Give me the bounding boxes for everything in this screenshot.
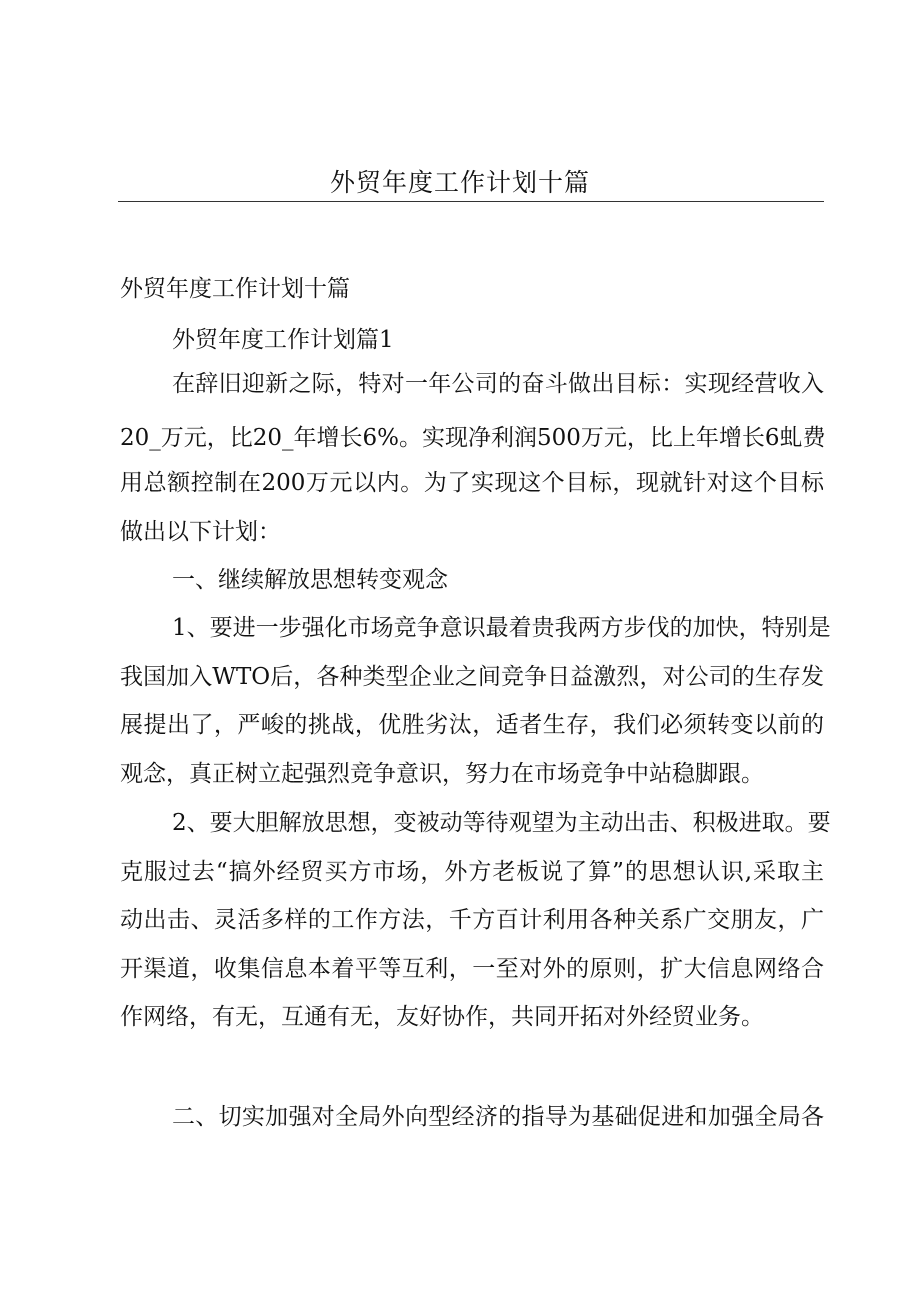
paragraph-line: 用总额控制在200万元以内。为了实现这个目标，现就针对这个目标 [120,470,824,496]
paragraph-line: 开渠道，收集信息本着平等互利，一至对外的原则，扩大信息网络合 [120,956,824,982]
section-heading-1: 一、继续解放思想转变观念 [172,567,448,593]
page-title: 外贸年度工作计划十篇 [329,168,590,197]
paragraph-line: 克服过去“搞外经贸买方市场，外方老板说了算”的思想认识,采取主 [120,859,824,885]
title-divider [118,201,824,202]
paragraph-line: 动出击、灵活多样的工作方法，千方百计利用各种关系广交朋友，广 [120,907,824,933]
paragraph-line: 观念，真正树立起强烈竞争意识，努力在市场竞争中站稳脚跟。 [120,761,764,787]
section-title: 外贸年度工作计划篇1 [172,327,394,353]
paragraph-line: 2、要大胆解放思想，变被动等待观望为主动出击、积极进取。要 [172,810,831,836]
paragraph-line: 作网络，有无，互通有无，友好协作，共同开拓对外经贸业务。 [120,1004,764,1030]
paragraph-line: 1、要进一步强化市场竞争意识最着贵我两方步伐的加快，特别是 [172,615,831,641]
paragraph-line: 做出以下计划： [120,519,281,545]
paragraph-line: 我国加入WTO后，各种类型企业之间竞争日益激烈，对公司的生存发 [120,664,824,690]
document-subtitle: 外贸年度工作计划十篇 [120,276,350,302]
section-heading-2: 二、切实加强对全局外向型经济的指导为基础促进和加强全局各 [172,1104,824,1130]
paragraph-line: 在辞旧迎新之际，特对一年公司的奋斗做出目标：实现经营收入 [172,371,824,397]
paragraph-line: 20_万元，比20_年增长6%。实现净利润500万元，比上年增长6虬费 [120,425,826,451]
paragraph-line: 展提出了，严峻的挑战，优胜劣汰，适者生存，我们必须转变以前的 [120,712,824,738]
